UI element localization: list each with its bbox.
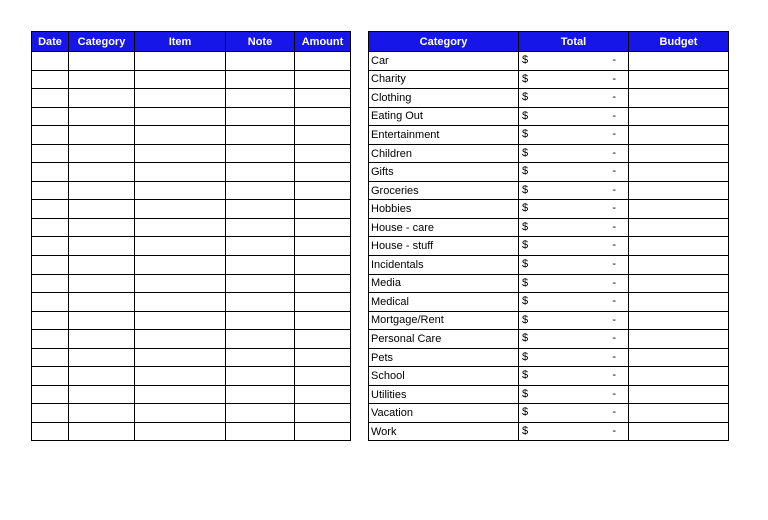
currency-symbol: $	[522, 54, 529, 66]
summary-budget-cell[interactable]	[629, 311, 729, 330]
summary-total-cell	[519, 385, 629, 404]
log-row	[32, 200, 351, 219]
log-cell-item[interactable]	[135, 126, 226, 145]
summary-budget-cell[interactable]	[629, 107, 729, 126]
log-cell-item[interactable]	[135, 181, 226, 200]
currency-symbol: $	[522, 239, 529, 252]
log-cell-date[interactable]	[32, 256, 69, 275]
log-row	[32, 293, 351, 312]
log-header-amount: Amount	[295, 32, 351, 52]
summary-total-cell	[519, 348, 629, 367]
total-value: -	[612, 350, 616, 363]
log-cell-amount[interactable]	[295, 311, 351, 330]
log-cell-amount[interactable]	[295, 52, 351, 71]
summary-row	[369, 52, 729, 71]
summary-category-label: Car	[369, 52, 519, 71]
total-value: -	[612, 332, 616, 345]
summary-budget-cell[interactable]	[629, 237, 729, 256]
log-row	[32, 89, 351, 108]
log-cell-amount[interactable]	[295, 367, 351, 386]
log-cell-date[interactable]	[32, 218, 69, 237]
currency-symbol: $	[522, 350, 529, 363]
summary-budget-cell[interactable]	[629, 385, 729, 404]
log-cell-date[interactable]	[32, 89, 69, 108]
log-cell-category[interactable]	[69, 218, 135, 237]
log-cell-amount[interactable]	[295, 144, 351, 163]
total-value: -	[612, 424, 616, 437]
summary-total-cell	[519, 293, 629, 312]
log-cell-category[interactable]	[69, 274, 135, 293]
log-cell-date[interactable]	[32, 52, 69, 71]
log-cell-date[interactable]	[32, 163, 69, 182]
summary-category-label: Medical	[369, 293, 519, 312]
log-cell-note[interactable]	[226, 404, 295, 423]
summary-row	[369, 89, 729, 108]
currency-symbol: $	[522, 276, 529, 289]
summary-total-cell	[519, 274, 629, 293]
summary-total-cell	[519, 422, 629, 441]
currency-symbol: $	[522, 387, 529, 400]
currency-symbol: $	[522, 258, 529, 271]
total-value: -	[612, 276, 616, 289]
summary-total-cell	[519, 89, 629, 108]
summary-budget-cell[interactable]	[629, 200, 729, 219]
currency-symbol: $	[522, 128, 529, 141]
log-cell-category[interactable]	[69, 367, 135, 386]
log-cell-note[interactable]	[226, 200, 295, 219]
log-cell-amount[interactable]	[295, 422, 351, 441]
log-row	[32, 256, 351, 275]
log-cell-category[interactable]	[69, 237, 135, 256]
log-cell-amount[interactable]	[295, 89, 351, 108]
summary-header-category: Category	[369, 32, 519, 52]
log-cell-category[interactable]	[69, 200, 135, 219]
log-cell-category[interactable]	[69, 404, 135, 423]
log-cell-category[interactable]	[69, 70, 135, 89]
summary-category-label: House - stuff	[369, 237, 519, 256]
summary-total-cell	[519, 163, 629, 182]
total-value: -	[612, 295, 616, 308]
log-cell-category[interactable]	[69, 293, 135, 312]
log-cell-note[interactable]	[226, 126, 295, 145]
log-cell-item[interactable]	[135, 367, 226, 386]
log-cell-note[interactable]	[226, 89, 295, 108]
summary-budget-cell[interactable]	[629, 89, 729, 108]
log-cell-date[interactable]	[32, 293, 69, 312]
total-value: -	[612, 109, 616, 122]
summary-budget-cell[interactable]	[629, 163, 729, 182]
summary-category-label: Mortgage/Rent	[369, 311, 519, 330]
log-cell-category[interactable]	[69, 107, 135, 126]
log-cell-date[interactable]	[32, 144, 69, 163]
log-cell-date[interactable]	[32, 422, 69, 441]
total-value: -	[612, 146, 616, 159]
log-cell-amount[interactable]	[295, 274, 351, 293]
log-cell-item[interactable]	[135, 144, 226, 163]
log-cell-amount[interactable]	[295, 126, 351, 145]
summary-category-label: Hobbies	[369, 200, 519, 219]
summary-total-cell	[519, 367, 629, 386]
summary-budget-cell[interactable]	[629, 52, 729, 71]
summary-row	[369, 293, 729, 312]
log-cell-amount[interactable]	[295, 237, 351, 256]
summary-row	[369, 107, 729, 126]
log-cell-note[interactable]	[226, 422, 295, 441]
currency-symbol: $	[522, 424, 529, 437]
log-cell-date[interactable]	[32, 70, 69, 89]
summary-total-cell	[519, 330, 629, 349]
total-value: -	[612, 183, 616, 196]
summary-category-label: House - care	[369, 218, 519, 237]
summary-budget-cell[interactable]	[629, 404, 729, 423]
summary-category-label: Charity	[369, 70, 519, 89]
summary-row	[369, 237, 729, 256]
log-cell-item[interactable]	[135, 311, 226, 330]
currency-symbol: $	[522, 202, 529, 215]
summary-total-cell	[519, 200, 629, 219]
log-row	[32, 218, 351, 237]
log-row	[32, 367, 351, 386]
log-cell-note[interactable]	[226, 163, 295, 182]
log-cell-date[interactable]	[32, 274, 69, 293]
summary-category-label: Media	[369, 274, 519, 293]
log-cell-note[interactable]	[226, 218, 295, 237]
summary-header-budget: Budget	[629, 32, 729, 52]
summary-budget-cell[interactable]	[629, 218, 729, 237]
log-header-item: Item	[135, 32, 226, 52]
log-body	[32, 52, 351, 441]
log-row	[32, 311, 351, 330]
summary-total-cell	[519, 144, 629, 163]
log-cell-amount[interactable]	[295, 200, 351, 219]
summary-total-cell	[519, 52, 629, 71]
total-value: -	[612, 387, 616, 400]
summary-row	[369, 274, 729, 293]
summary-budget-cell[interactable]	[629, 422, 729, 441]
log-cell-category[interactable]	[69, 311, 135, 330]
log-cell-category[interactable]	[69, 422, 135, 441]
summary-total-cell	[519, 218, 629, 237]
log-cell-date[interactable]	[32, 237, 69, 256]
summary-row	[369, 367, 729, 386]
currency-symbol: $	[522, 369, 529, 382]
log-cell-item[interactable]	[135, 52, 226, 71]
log-cell-category[interactable]	[69, 126, 135, 145]
summary-budget-cell[interactable]	[629, 330, 729, 349]
log-header-row	[32, 32, 351, 52]
log-row	[32, 404, 351, 423]
log-cell-note[interactable]	[226, 330, 295, 349]
currency-symbol: $	[522, 220, 529, 233]
log-row	[32, 107, 351, 126]
summary-budget-cell[interactable]	[629, 126, 729, 145]
log-cell-date[interactable]	[32, 404, 69, 423]
log-row	[32, 163, 351, 182]
summary-total-cell	[519, 237, 629, 256]
summary-budget-cell[interactable]	[629, 274, 729, 293]
log-cell-item[interactable]	[135, 218, 226, 237]
log-cell-date[interactable]	[32, 200, 69, 219]
log-cell-date[interactable]	[32, 181, 69, 200]
summary-budget-cell[interactable]	[629, 367, 729, 386]
currency-symbol: $	[522, 183, 529, 196]
log-row	[32, 237, 351, 256]
summary-row	[369, 163, 729, 182]
log-cell-date[interactable]	[32, 348, 69, 367]
log-cell-date[interactable]	[32, 107, 69, 126]
summary-row	[369, 200, 729, 219]
currency-symbol: $	[522, 165, 529, 178]
log-cell-item[interactable]	[135, 163, 226, 182]
log-row	[32, 70, 351, 89]
log-cell-item[interactable]	[135, 256, 226, 275]
log-cell-item[interactable]	[135, 237, 226, 256]
total-value: -	[612, 406, 616, 419]
summary-row	[369, 330, 729, 349]
summary-category-label: Eating Out	[369, 107, 519, 126]
summary-row	[369, 126, 729, 145]
log-row	[32, 126, 351, 145]
log-header-category: Category	[69, 32, 135, 52]
log-cell-date[interactable]	[32, 367, 69, 386]
summary-header-row	[369, 32, 729, 52]
log-cell-category[interactable]	[69, 89, 135, 108]
log-cell-category[interactable]	[69, 330, 135, 349]
log-cell-note[interactable]	[226, 348, 295, 367]
summary-category-label: Gifts	[369, 163, 519, 182]
currency-symbol: $	[522, 91, 529, 104]
summary-row	[369, 385, 729, 404]
log-cell-amount[interactable]	[295, 404, 351, 423]
summary-row	[369, 404, 729, 423]
summary-category-label: Children	[369, 144, 519, 163]
summary-category-label: Work	[369, 422, 519, 441]
log-cell-item[interactable]	[135, 70, 226, 89]
summary-budget-cell[interactable]	[629, 256, 729, 275]
log-cell-category[interactable]	[69, 52, 135, 71]
summary-category-label: School	[369, 367, 519, 386]
log-cell-amount[interactable]	[295, 256, 351, 275]
log-row	[32, 385, 351, 404]
summary-category-label: Pets	[369, 348, 519, 367]
total-value: -	[612, 313, 616, 326]
log-cell-amount[interactable]	[295, 330, 351, 349]
log-cell-note[interactable]	[226, 256, 295, 275]
summary-total-cell	[519, 126, 629, 145]
log-cell-amount[interactable]	[295, 181, 351, 200]
total-value: -	[612, 128, 616, 141]
summary-row	[369, 144, 729, 163]
log-row	[32, 274, 351, 293]
summary-row	[369, 181, 729, 200]
log-row	[32, 330, 351, 349]
log-row	[32, 348, 351, 367]
total-value: -	[612, 165, 616, 178]
summary-budget-cell[interactable]	[629, 144, 729, 163]
summary-total-cell	[519, 107, 629, 126]
log-cell-item[interactable]	[135, 200, 226, 219]
summary-category-label: Incidentals	[369, 256, 519, 275]
log-cell-item[interactable]	[135, 330, 226, 349]
log-cell-category[interactable]	[69, 144, 135, 163]
total-value: -	[612, 239, 616, 252]
log-cell-note[interactable]	[226, 181, 295, 200]
summary-total-cell	[519, 256, 629, 275]
expense-log-table	[31, 31, 351, 441]
summary-category-label: Groceries	[369, 181, 519, 200]
log-cell-category[interactable]	[69, 181, 135, 200]
log-cell-item[interactable]	[135, 274, 226, 293]
log-cell-note[interactable]	[226, 385, 295, 404]
log-cell-category[interactable]	[69, 385, 135, 404]
log-cell-note[interactable]	[226, 237, 295, 256]
total-value: -	[612, 202, 616, 215]
log-cell-item[interactable]	[135, 422, 226, 441]
summary-row	[369, 218, 729, 237]
summary-row	[369, 348, 729, 367]
log-cell-date[interactable]	[32, 330, 69, 349]
log-row	[32, 52, 351, 71]
summary-total-cell	[519, 181, 629, 200]
total-value: -	[612, 220, 616, 233]
summary-header-total: Total	[519, 32, 629, 52]
currency-symbol: $	[522, 406, 529, 419]
log-cell-amount[interactable]	[295, 163, 351, 182]
summary-row	[369, 256, 729, 275]
log-row	[32, 422, 351, 441]
log-cell-note[interactable]	[226, 70, 295, 89]
summary-category-label: Utilities	[369, 385, 519, 404]
summary-row	[369, 422, 729, 441]
currency-symbol: $	[522, 146, 529, 159]
log-cell-item[interactable]	[135, 404, 226, 423]
log-cell-item[interactable]	[135, 107, 226, 126]
log-cell-note[interactable]	[226, 52, 295, 71]
log-cell-amount[interactable]	[295, 348, 351, 367]
log-cell-item[interactable]	[135, 348, 226, 367]
log-header-note: Note	[226, 32, 295, 52]
summary-budget-cell[interactable]	[629, 293, 729, 312]
summary-total-cell	[519, 311, 629, 330]
log-cell-note[interactable]	[226, 107, 295, 126]
currency-symbol: $	[522, 332, 529, 345]
summary-category-label: Personal Care	[369, 330, 519, 349]
log-cell-category[interactable]	[69, 348, 135, 367]
log-cell-amount[interactable]	[295, 293, 351, 312]
log-cell-note[interactable]	[226, 144, 295, 163]
currency-symbol: $	[522, 72, 529, 85]
summary-category-label: Vacation	[369, 404, 519, 423]
log-cell-item[interactable]	[135, 385, 226, 404]
log-cell-note[interactable]	[226, 274, 295, 293]
summary-category-label: Clothing	[369, 89, 519, 108]
log-row	[32, 144, 351, 163]
log-cell-note[interactable]	[226, 293, 295, 312]
log-cell-category[interactable]	[69, 163, 135, 182]
log-cell-date[interactable]	[32, 126, 69, 145]
summary-budget-cell[interactable]	[629, 70, 729, 89]
total-value: -	[612, 72, 616, 85]
log-cell-date[interactable]	[32, 385, 69, 404]
summary-category-label: Entertainment	[369, 126, 519, 145]
log-cell-item[interactable]	[135, 89, 226, 108]
summary-row	[369, 311, 729, 330]
total-value: -	[612, 54, 616, 66]
summary-row	[369, 70, 729, 89]
log-cell-amount[interactable]	[295, 218, 351, 237]
currency-symbol: $	[522, 313, 529, 326]
log-cell-note[interactable]	[226, 367, 295, 386]
log-cell-amount[interactable]	[295, 385, 351, 404]
log-cell-item[interactable]	[135, 293, 226, 312]
log-header-date: Date	[32, 32, 69, 52]
log-cell-amount[interactable]	[295, 70, 351, 89]
currency-symbol: $	[522, 109, 529, 122]
log-row	[32, 181, 351, 200]
summary-body	[369, 52, 729, 441]
total-value: -	[612, 369, 616, 382]
summary-budget-cell[interactable]	[629, 181, 729, 200]
currency-symbol: $	[522, 295, 529, 308]
log-cell-date[interactable]	[32, 311, 69, 330]
summary-total-cell	[519, 70, 629, 89]
log-cell-amount[interactable]	[295, 107, 351, 126]
summary-budget-cell[interactable]	[629, 348, 729, 367]
category-summary-table	[368, 31, 729, 441]
total-value: -	[612, 258, 616, 271]
summary-total-cell	[519, 404, 629, 423]
total-value: -	[612, 91, 616, 104]
log-cell-category[interactable]	[69, 256, 135, 275]
log-cell-note[interactable]	[226, 311, 295, 330]
